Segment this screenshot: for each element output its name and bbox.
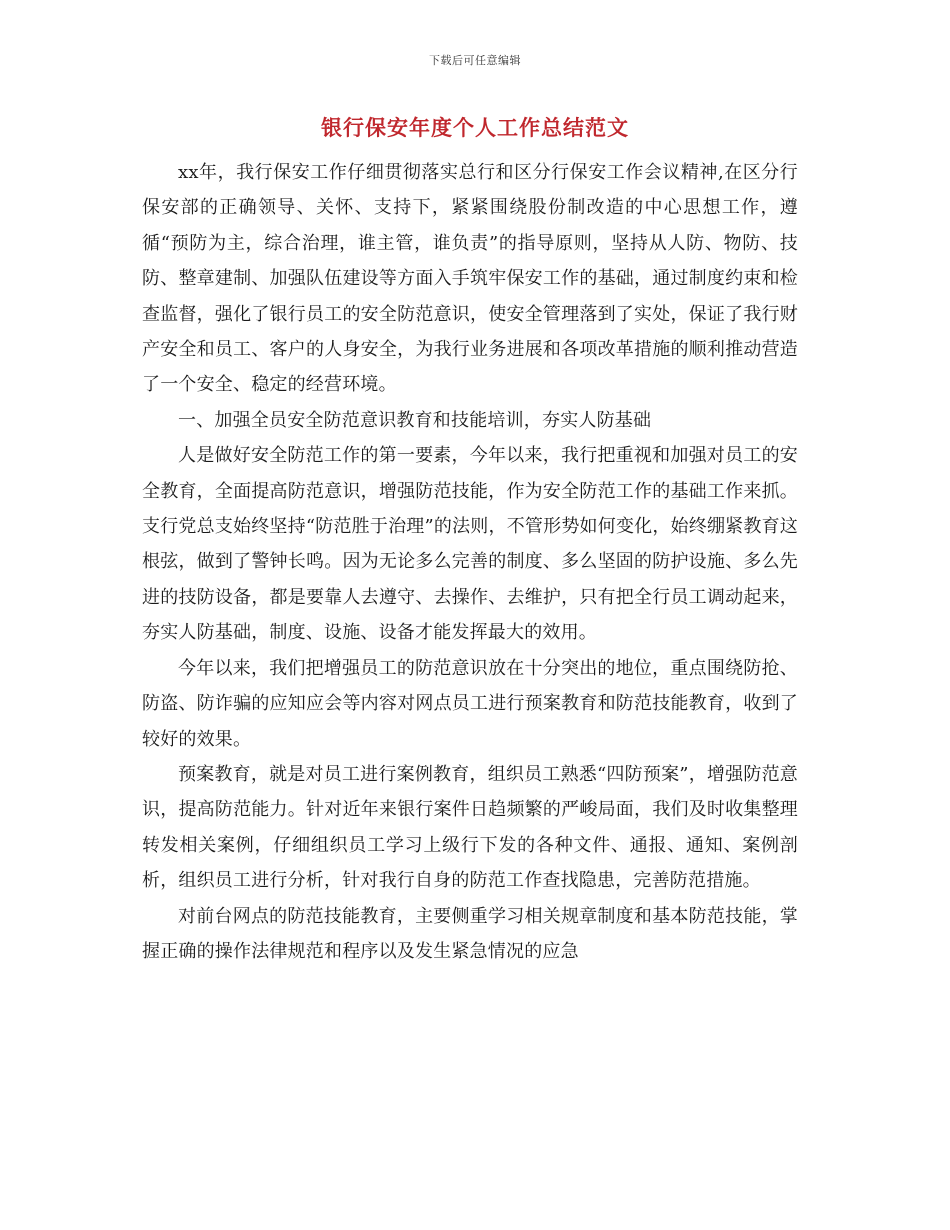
paragraph: 人是做好安全防范工作的第一要素，今年以来，我行把重视和加强对员工的安全教育，全面提高防范意识，增强防范技能，作为安全防范工作的基础工作来抓。支行党总支始终坚持“防范胜于治理”的法则，不管形势如何变化，始终绷紧教育这根弦，做到了警钟长鸣。因为无论多么完善的制度、多么坚固的防护设施、多么先进的技防设备，都是要靠人去遵守、去操作、去维护，只有把全行员工调动起来，夯实人防基础，制度、设施、设备才能发挥最大的效用。 xyxy=(142,445,798,644)
paragraph: 今年以来，我们把增强员工的防范意识放在十分突出的地位，重点围绕防抢、防盗、防诈骗的应知应会等内容对网点员工进行预案教育和防范技能教育，收到了较好的效果。 xyxy=(142,657,798,750)
paragraph: 预案教育，就是对员工进行案例教育，组织员工熟悉“四防预案”，增强防范意识，提高防范能力。针对近年来银行案件日趋频繁的严峻局面，我们及时收集整理转发相关案例，仔细组织员工学习上级行下发的各种文件、通报、通知、案例剖析，组织员工进行分析，针对我行自身的防范工作查找隐患，完善防范措施。 xyxy=(142,763,798,892)
document-body xyxy=(142,155,798,969)
paragraph: 对前台网点的防范技能教育，主要侧重学习相关规章制度和基本防范技能，掌握正确的操作法律规范和程序以及发生紧急情况的应急 xyxy=(142,905,798,962)
page-header-note: 下载后可任意编辑 xyxy=(429,54,521,67)
section-heading-1: 一、加强全员安全防范意识教育和技能培训，夯实人防基础 xyxy=(178,409,652,431)
document-title: 银行保安年度个人工作总结范文 xyxy=(321,115,629,140)
paragraph-intro: xx年，我行保安工作仔细贯彻落实总行和区分行保安工作会议精神,在区分行保安部的正确领导、关怀、支持下，紧紧围绕股份制改造的中心思想工作，遵循“预防为主，综合治理，谁主管，谁负责”的指导原则，坚持从人防、物防、技防、整章建制、加强队伍建设等方面入手筑牢保安工作的基础，通过制度约束和检查监督，强化了银行员工的安全防范意识，使安全管理落到了实处，保证了我行财产安全和员工、客户的人身安全，为我行业务进展和各项改革措施的顺利推动营造了一个安全、稳定的经营环境。 xyxy=(142,162,798,396)
